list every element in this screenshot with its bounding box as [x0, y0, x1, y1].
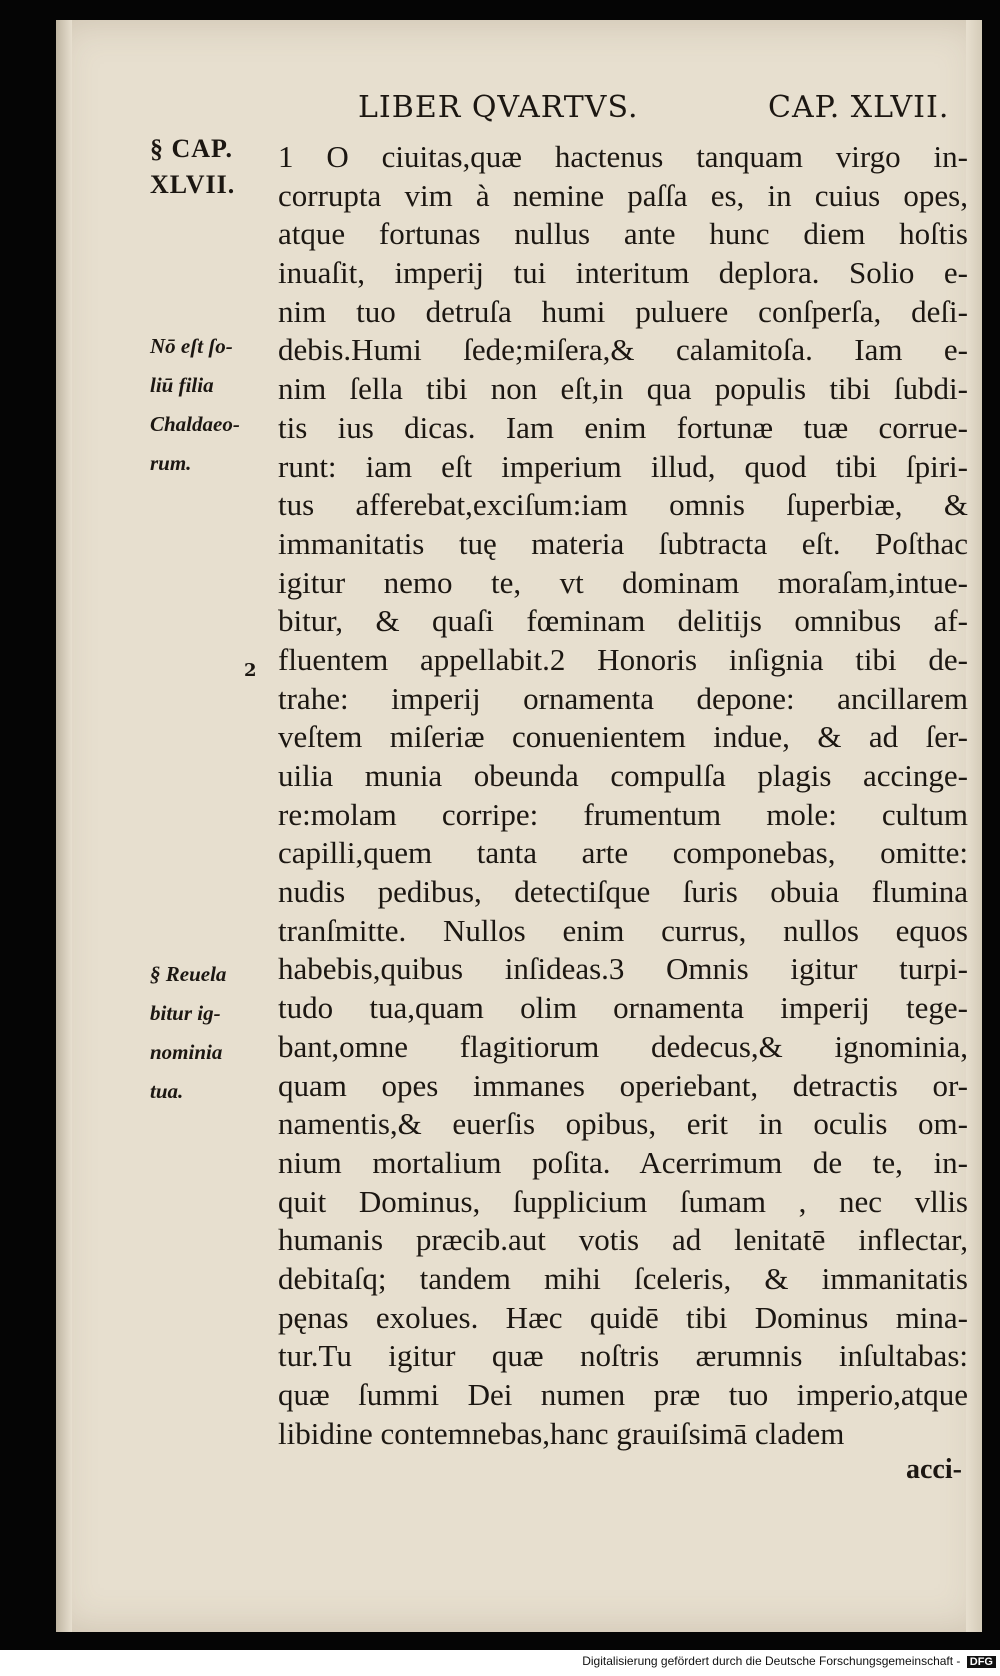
- text-line: runt: iam eſt imperium illud, quod tibi ſpiri-: [278, 448, 968, 484]
- text-line: atque fortunas nullus ante hunc diem hoſtis: [278, 216, 968, 252]
- margin-note-2-line-1: § Reuela: [150, 962, 227, 986]
- text-line: tudo tua,quam olim ornamenta imperij tege-: [278, 990, 968, 1026]
- text-line: capilli,quem tanta arte componebas, omitte:: [278, 835, 968, 871]
- text-line: tur.Tu igitur quæ noſtris ærumnis inſultabas:: [278, 1338, 968, 1374]
- text-line: re:molam corripe: frumentum mole: cultum: [278, 796, 968, 832]
- page-edge-shadow: [966, 20, 982, 1632]
- text-line: nudis pedibus, detectiſque ſuris obuia flumina: [278, 874, 968, 910]
- text-line: libidine contemnebas,hanc grauiſsimā cladem: [278, 1415, 845, 1451]
- running-head-chapter: CAP. XLVII.: [768, 90, 950, 125]
- text-line: veſtem miſeriæ conuenientem indue, & ad ſer-: [278, 719, 968, 755]
- text-line: nium mortalium poſita. Acerrimum de te, in-: [278, 1144, 968, 1180]
- margin-note-2-line-2: bitur ig-: [150, 1001, 221, 1025]
- margin-note-1-line-2: liū filia: [150, 373, 214, 397]
- margin-note-1-line-1: Nō eſt ſo-: [150, 334, 233, 358]
- body-text: [278, 138, 968, 1453]
- text-line: quam opes immanes operiebant, detractis or-: [278, 1067, 968, 1103]
- catchword: acci-: [906, 1454, 962, 1485]
- text-line: debitaſq; tandem mihi ſceleris, & immanitatis: [278, 1260, 968, 1296]
- text-line: trahe: imperij ornamenta depone: ancillarem: [278, 680, 968, 716]
- text-line: bitur, & quaſi fœminam delitijs omnibus af-: [278, 603, 968, 639]
- text-line: igitur nemo te, vt dominam moraſam,intue-: [278, 564, 968, 600]
- page-gutter-shadow: [56, 20, 72, 1632]
- text-line: tus afferebat,exciſum:iam omnis ſuperbiæ, &: [278, 487, 968, 523]
- text-line: tranſmitte. Nullos enim currus, nullos equos: [278, 912, 968, 948]
- text-line: habebis,quibus inſideas.3 Omnis igitur turpi-: [278, 951, 968, 987]
- text-line: immanitatis tuę materia ſubtracta eſt. Poſthac: [278, 525, 968, 561]
- margin-chapter-mark-line-2: XLVII.: [150, 170, 236, 199]
- margin-note-1-line-3: Chaldaeo-: [150, 412, 240, 436]
- text-line: tis ius dicas. Iam enim fortunæ tuæ corrue-: [278, 409, 968, 445]
- margin-note-2-line-4: tua.: [150, 1079, 184, 1103]
- text-line: debis.Humi ſede;miſera,& calamitoſa. Iam e-: [278, 332, 968, 368]
- text-line: pęnas exolues. Hæc quidē tibi Dominus mina-: [278, 1299, 968, 1335]
- running-head: [358, 90, 958, 138]
- text-line: uilia munia obeunda compulſa plagis accinge-: [278, 758, 968, 793]
- digitization-credit: [540, 1654, 996, 1672]
- dfg-logo: DFG: [967, 1656, 996, 1668]
- text-line: nim ſella tibi non eſt,in qua populis tibi ſubdi-: [278, 371, 968, 407]
- text-line: 1 O ciuitas,quæ hactenus tanquam virgo in-: [278, 139, 968, 174]
- text-line: humanis præcib.aut votis ad lenitatē inflectar,: [278, 1222, 968, 1258]
- margin-chapter-mark-line-1: § CAP.: [150, 134, 234, 163]
- running-head-title: LIBER QVARTVS.: [358, 90, 639, 125]
- text-line: corrupta vim à nemine paſſa es, in cuius opes,: [278, 177, 968, 213]
- margin-note-1-line-4: rum.: [150, 451, 192, 475]
- text-line: inuaſit, imperij tui interitum deplora. Solio e-: [278, 255, 968, 291]
- text-line: bant,omne flagitiorum dedecus,& ignominia,: [278, 1028, 968, 1064]
- text-line: quæ ſummi Dei numen præ tuo imperio,atque: [278, 1377, 968, 1412]
- margin-verse-number: 2: [244, 660, 257, 681]
- text-line: quit Dominus, ſupplicium ſumam , nec vllis: [278, 1183, 968, 1219]
- text-line: namentis,& euerſis opibus, erit in oculis om-: [278, 1106, 968, 1142]
- text-line: fluentem appellabit.2 Honoris inſignia tibi de-: [278, 641, 968, 677]
- margin-note-2-line-3: nominia: [150, 1040, 223, 1064]
- credit-text: Digitalisierung gefördert durch die Deutsche Forschungsgemeinschaft -: [582, 1654, 961, 1668]
- text-line: nim tuo detruſa humi puluere conſperſa, deſi-: [278, 293, 968, 329]
